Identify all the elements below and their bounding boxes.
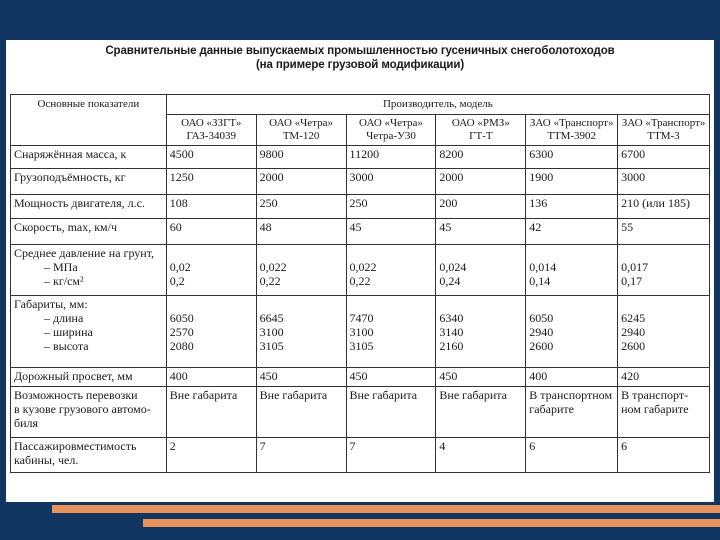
table-cell: 1250	[166, 169, 256, 195]
table-cell: 400	[166, 368, 256, 387]
transport-label-line: в кузове грузового автомо-	[14, 402, 151, 416]
row-label: Скорость, max, км/ч	[11, 219, 167, 245]
pressure-unit-mpa: – МПа	[44, 260, 78, 274]
table-cell: 7	[256, 438, 346, 473]
table-cell: 42	[526, 219, 618, 245]
table-cell: 200	[436, 195, 526, 219]
dim-width: 3140	[439, 325, 464, 339]
manufacturer-header	[436, 115, 526, 146]
table-cell: 108	[166, 195, 256, 219]
row-label	[11, 387, 167, 438]
table-cell: 250	[346, 195, 436, 219]
table-cell: 11200	[346, 146, 436, 169]
dim-height: 2600	[621, 339, 646, 353]
dim-height: 3105	[349, 339, 374, 353]
manufacturer-model: ТТМ-3	[647, 130, 680, 142]
table-cell	[256, 245, 346, 296]
table-row-transport	[11, 387, 710, 438]
manufacturer-header	[256, 115, 346, 146]
manufacturer-model: Четра-У30	[366, 130, 416, 142]
transport-value: Вне габарита	[349, 388, 418, 402]
transport-value: В транспортном	[529, 388, 613, 402]
dim-width: 3100	[349, 325, 374, 339]
table-cell: 2	[166, 438, 256, 473]
manufacturer-model: ГАЗ-34039	[186, 130, 236, 142]
table-cell: 6300	[526, 146, 618, 169]
table-row-clearance	[11, 368, 710, 387]
row-label: Мощность двигателя, л.с.	[11, 195, 167, 219]
dim-length: 6340	[439, 311, 464, 325]
table-row-pressure	[11, 245, 710, 296]
pressure-kg: 0,14	[529, 274, 551, 288]
table-cell	[618, 296, 710, 368]
dim-length: 6050	[169, 311, 194, 325]
table-cell: 210 (или 185)	[618, 195, 710, 219]
transport-label-line: Возможность перевозки	[14, 388, 138, 402]
pressure-mpa: 0,014	[529, 260, 557, 274]
pressure-mpa: 0,024	[439, 260, 467, 274]
accent-stripe-upper	[52, 505, 720, 513]
dim-width: 2570	[169, 325, 194, 339]
dims-length-label: – длина	[44, 311, 84, 325]
table-cell: 250	[256, 195, 346, 219]
title-line-2: (на примере грузовой модификации)	[255, 59, 465, 71]
dims-label: Габариты, мм:	[14, 297, 88, 311]
table-cell	[166, 387, 256, 438]
pressure-kg: 0,24	[439, 274, 461, 288]
pressure-mpa: 0,02	[169, 260, 191, 274]
pressure-kg: 0,22	[259, 274, 281, 288]
table-cell	[526, 245, 618, 296]
table-cell: 8200	[436, 146, 526, 169]
table-cell: 3000	[346, 169, 436, 195]
table-cell	[166, 296, 256, 368]
pressure-kg: 0,17	[621, 274, 643, 288]
table-row-power	[11, 195, 710, 219]
dims-width-label: – ширина	[44, 325, 93, 339]
table-cell: 136	[526, 195, 618, 219]
transport-value: ном габарите	[621, 402, 689, 416]
header-row-top	[11, 95, 710, 115]
manufacturer-header	[526, 115, 618, 146]
row-label	[11, 245, 167, 296]
table-cell	[346, 245, 436, 296]
table-cell: 400	[526, 368, 618, 387]
manufacturer-name: ОАО «ЗЗГТ»	[181, 117, 242, 129]
manufacturer-name: ОАО «Четра»	[359, 117, 423, 129]
table-row-dimensions	[11, 296, 710, 368]
pressure-mpa: 0,022	[349, 260, 377, 274]
dim-length: 6245	[621, 311, 646, 325]
dim-height: 2600	[529, 339, 554, 353]
table-row-mass	[11, 146, 710, 169]
pressure-mpa: 0,017	[621, 260, 649, 274]
table-row-load	[11, 169, 710, 195]
table-cell	[256, 387, 346, 438]
dim-length: 7470	[349, 311, 374, 325]
comparison-table	[10, 94, 710, 473]
transport-value: Вне габарита	[439, 388, 507, 402]
table-cell: 45	[346, 219, 436, 245]
row-label: Дорожный просвет, мм	[11, 368, 167, 387]
table-cell: 1900	[526, 169, 618, 195]
table-cell: 9800	[256, 146, 346, 169]
table-cell: 6	[526, 438, 618, 473]
table-cell: 4	[436, 438, 526, 473]
passengers-label-line: кабины, чел.	[14, 453, 79, 467]
table-cell: 4500	[166, 146, 256, 169]
manufacturer-name: ЗАО «Транспорт»	[621, 117, 706, 129]
table-cell: 450	[436, 368, 526, 387]
table-cell: 2000	[436, 169, 526, 195]
table-cell	[346, 387, 436, 438]
title-line-1: Сравнительные данные выпускаемых промышленностью гусеничных снегоболотоходов	[105, 45, 615, 57]
transport-value: В транспорт-	[621, 388, 689, 402]
manufacturer-header	[166, 115, 256, 146]
manufacturer-header	[346, 115, 436, 146]
accent-stripe-lower	[143, 519, 720, 527]
transport-value: Вне габарита	[259, 388, 328, 402]
table-cell: 6	[618, 438, 710, 473]
table-cell	[618, 387, 710, 438]
table-cell	[436, 296, 526, 368]
dim-length: 6050	[529, 311, 554, 325]
dims-height-label: – высота	[44, 339, 89, 353]
pressure-mpa: 0,022	[259, 260, 287, 274]
table-cell: 3000	[618, 169, 710, 195]
table-cell	[346, 296, 436, 368]
document-page	[6, 40, 714, 502]
dim-height: 3105	[259, 339, 284, 353]
table-row-speed	[11, 219, 710, 245]
dim-width: 2940	[621, 325, 646, 339]
table-cell: 420	[618, 368, 710, 387]
document-title	[6, 40, 714, 72]
table-cell: 6700	[618, 146, 710, 169]
table-cell: 48	[256, 219, 346, 245]
dim-width: 3100	[259, 325, 284, 339]
table-cell: 55	[618, 219, 710, 245]
manufacturer-model: ТМ-120	[282, 130, 320, 142]
transport-value: габарите	[529, 402, 574, 416]
row-label: Грузоподъёмность, кг	[11, 169, 167, 195]
table-cell: 45	[436, 219, 526, 245]
table-cell: 450	[256, 368, 346, 387]
table-cell	[526, 296, 618, 368]
manufacturer-name: ОАО «РМЗ»	[451, 117, 510, 129]
table-row-passengers	[11, 438, 710, 473]
manufacturer-model: ГТ-Т	[469, 130, 493, 142]
row-label	[11, 438, 167, 473]
manufacturer-header	[618, 115, 710, 146]
header-param-col: Основные показатели	[11, 95, 167, 146]
table-cell	[436, 387, 526, 438]
header-manufacturer-group: Производитель, модель	[166, 95, 709, 115]
pressure-kg: 0,22	[349, 274, 371, 288]
dim-height: 2080	[169, 339, 194, 353]
manufacturer-name: ОАО «Четра»	[269, 117, 334, 129]
pressure-kg: 0,2	[169, 274, 185, 288]
dim-height: 2160	[439, 339, 464, 353]
transport-label-line: биля	[14, 416, 39, 430]
table-cell	[256, 296, 346, 368]
table-cell	[526, 387, 618, 438]
passengers-label-line: Пассажировместимость	[14, 439, 137, 453]
manufacturer-name: ЗАО «Транспорт»	[529, 117, 614, 129]
table-cell: 450	[346, 368, 436, 387]
pressure-unit-kg: – кг/см²	[44, 274, 84, 288]
table-cell: 7	[346, 438, 436, 473]
transport-value: Вне габарита	[169, 388, 238, 402]
table-cell: 2000	[256, 169, 346, 195]
manufacturer-model: ТТМ-3902	[547, 130, 597, 142]
row-label: Снаряжённая масса, к	[11, 146, 167, 169]
table-cell	[166, 245, 256, 296]
dim-length: 6645	[259, 311, 284, 325]
table-cell	[436, 245, 526, 296]
dim-width: 2940	[529, 325, 554, 339]
pressure-label: Среднее давление на грунт,	[14, 246, 155, 260]
table-cell: 60	[166, 219, 256, 245]
row-label	[11, 296, 167, 368]
table-cell	[618, 245, 710, 296]
